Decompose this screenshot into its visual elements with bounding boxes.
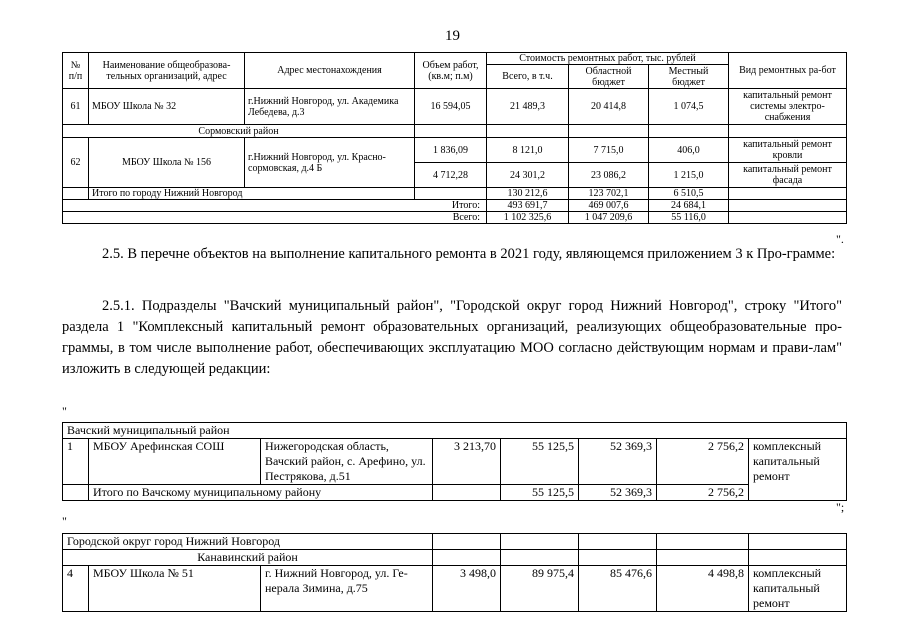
district-label: Канавинский район <box>63 550 433 566</box>
subtotal-local: 2 756,2 <box>657 485 749 501</box>
row-name: МБОУ Школа № 32 <box>89 89 245 125</box>
district-row <box>63 125 847 138</box>
vachsky-table <box>62 422 847 501</box>
row-volume: 3 213,70 <box>433 439 501 485</box>
itogo-label: Итого: <box>63 200 487 212</box>
row-total: 89 975,4 <box>501 566 579 612</box>
header-local: Местный бюджет <box>649 65 729 89</box>
district-label: Сормовский район <box>63 125 415 138</box>
row-local: 1 215,0 <box>649 163 729 188</box>
city-total-row <box>63 188 847 200</box>
row-type: капитальный ремонт фасада <box>729 163 847 188</box>
district-row <box>63 550 847 566</box>
row-type: капитальный ремонт кровли <box>729 138 847 163</box>
row-volume: 4 712,28 <box>415 163 487 188</box>
row-regional: 20 414,8 <box>569 89 649 125</box>
page-number: 19 <box>445 28 460 44</box>
row-address: Нижегородская область, Вачский район, с. Арефино, ул. Пестрякова, д.51 <box>261 439 433 485</box>
row-regional: 52 369,3 <box>579 439 657 485</box>
header-cost-group: Стоимость ремонтных работ, тыс. рублей <box>487 53 729 65</box>
vsego-local: 55 116,0 <box>649 212 729 224</box>
row-address: г.Нижний Новгород, ул. Красно-сормовская, д.4 Б <box>245 138 415 188</box>
row-no: 61 <box>63 89 89 125</box>
header-address: Адрес местонахождения <box>245 53 415 89</box>
city-total-local: 6 510,5 <box>649 188 729 200</box>
vsego-regional: 1 047 209,6 <box>569 212 649 224</box>
row-address: г. Нижний Новгород, ул. Ге-нерала Зимина, д.75 <box>261 566 433 612</box>
row-type: комплексный капитальный ремонт <box>749 566 847 612</box>
row-total: 8 121,0 <box>487 138 569 163</box>
table-row <box>63 89 847 125</box>
row-type: комплексный капитальный ремонт <box>749 439 847 501</box>
row-name: МБОУ Арефинская СОШ <box>89 439 261 485</box>
row-local: 2 756,2 <box>657 439 749 485</box>
row-name: МБОУ Школа № 51 <box>89 566 261 612</box>
row-local: 406,0 <box>649 138 729 163</box>
table-row <box>63 138 847 163</box>
open-quote-2: " <box>62 514 67 528</box>
nizhny-novgorod-table <box>62 533 847 612</box>
itogo-regional: 469 007,6 <box>569 200 649 212</box>
section-label: Городской округ город Нижний Новгород <box>63 534 433 550</box>
subtotal-row <box>63 485 847 501</box>
row-volume: 1 836,09 <box>415 138 487 163</box>
table-row <box>63 566 847 612</box>
row-local: 4 498,8 <box>657 566 749 612</box>
row-regional: 23 086,2 <box>569 163 649 188</box>
row-regional: 85 476,6 <box>579 566 657 612</box>
row-total: 55 125,5 <box>501 439 579 485</box>
row-name: МБОУ Школа № 156 <box>89 138 245 188</box>
subtotal-regional: 52 369,3 <box>579 485 657 501</box>
row-type: капитальный ремонт системы электро-снабжения <box>729 89 847 125</box>
itogo-local: 24 684,1 <box>649 200 729 212</box>
city-total-total: 130 212,6 <box>487 188 569 200</box>
itogo-total: 493 691,7 <box>487 200 569 212</box>
repair-costs-table <box>62 52 847 224</box>
header-no: № п/п <box>63 53 89 89</box>
vsego-row <box>63 212 847 224</box>
header-volume: Объем работ, (кв.м; п.м) <box>415 53 487 89</box>
table-row <box>63 439 847 485</box>
closing-quote-2: "; <box>836 500 845 514</box>
header-name: Наименование общеобразова-тельных организаций, адрес <box>89 53 245 89</box>
row-no: 62 <box>63 138 89 188</box>
city-total-label: Итого по городу Нижний Новгород <box>89 188 415 200</box>
paragraph-2-5: 2.5. В перечне объектов на выполнение капитального ремонта в 2021 году, являющемся приложением 3 к Про-грамме: <box>102 246 836 262</box>
section-row <box>63 534 847 550</box>
row-total: 21 489,3 <box>487 89 569 125</box>
section-label: Вачский муниципальный район <box>63 423 847 439</box>
row-volume: 16 594,05 <box>415 89 487 125</box>
row-total: 24 301,2 <box>487 163 569 188</box>
vsego-label: Всего: <box>63 212 487 224</box>
row-no: 1 <box>63 439 89 485</box>
section-row <box>63 423 847 439</box>
vsego-total: 1 102 325,6 <box>487 212 569 224</box>
subtotal-label: Итого по Вачскому муниципальному району <box>89 485 433 501</box>
row-address: г.Нижний Новгород, ул. Академика Лебедева, д.3 <box>245 89 415 125</box>
city-total-regional: 123 702,1 <box>569 188 649 200</box>
itogo-row <box>63 200 847 212</box>
header-regional: Областной бюджет <box>569 65 649 89</box>
closing-quote: ". <box>836 232 844 246</box>
open-quote: " <box>62 404 67 418</box>
row-volume: 3 498,0 <box>433 566 501 612</box>
row-regional: 7 715,0 <box>569 138 649 163</box>
header-total: Всего, в т.ч. <box>487 65 569 89</box>
row-local: 1 074,5 <box>649 89 729 125</box>
paragraph-2-5-1: 2.5.1. Подразделы "Вачский муниципальный район", "Городской округ город Нижний Новгород", строку "Итого" раздела 1 "Комплексный капитальный ремонт образовательных организаций, реализующих общеобразовательные про-граммы, в том числе выполнение работ, обеспечивающих эксплуатацию МОО согласно действующим нормам и прави-лам" изложить в следующей редакции: <box>62 298 842 377</box>
subtotal-total: 55 125,5 <box>501 485 579 501</box>
header-type: Вид ремонтных ра-бот <box>729 53 847 89</box>
row-no: 4 <box>63 566 89 612</box>
